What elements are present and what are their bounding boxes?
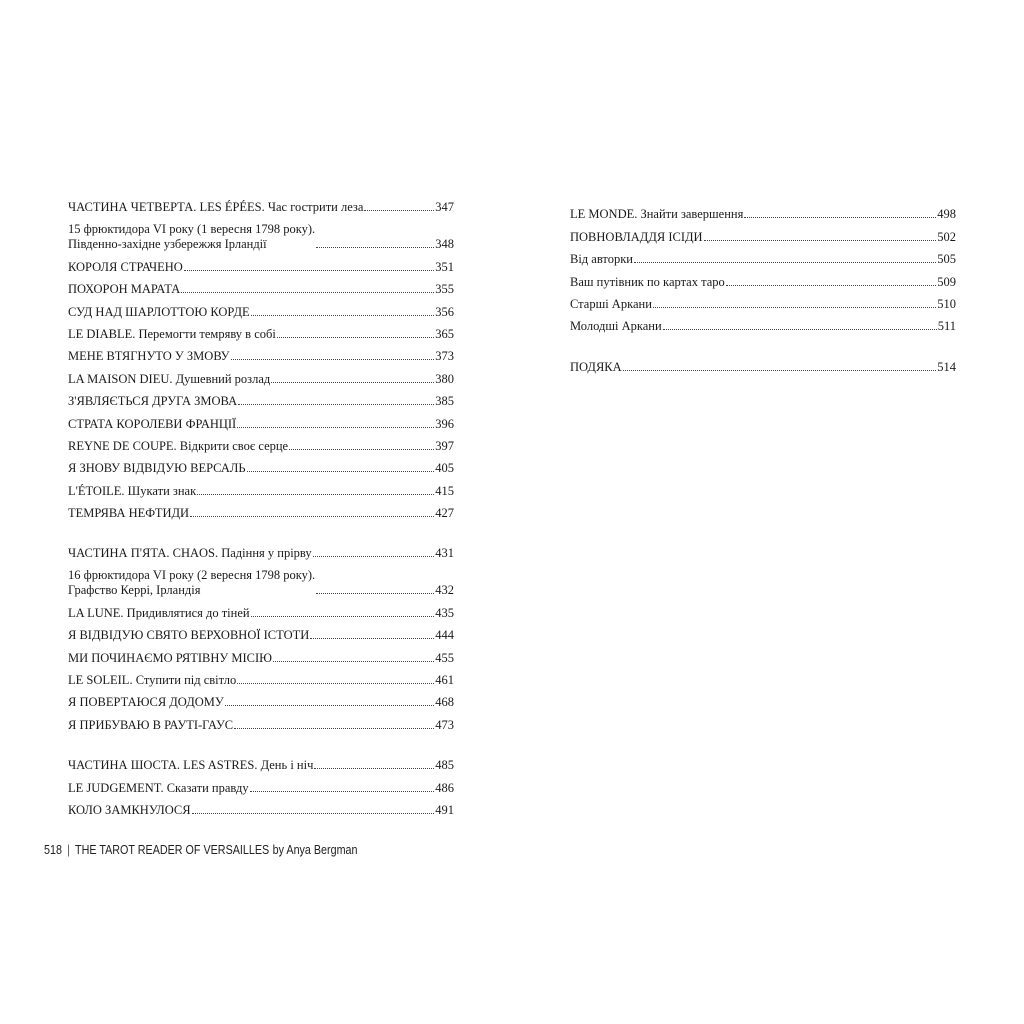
toc-entry[interactable] [68, 621, 454, 643]
dot-leader [314, 768, 434, 769]
toc-entry-title [68, 327, 276, 342]
toc-entry[interactable] [68, 193, 454, 215]
toc-page-number: 365 [435, 326, 454, 341]
page-footer [44, 843, 358, 857]
dot-leader [364, 210, 434, 211]
toc-entry-title [68, 305, 250, 320]
toc-entry[interactable] [570, 222, 956, 244]
toc-entry-title-text: LE SOLEIL. Ступити під світло [68, 673, 237, 688]
toc-page-number: 468 [435, 695, 454, 710]
toc-entry-title-text: Я ПОВЕРТАЮСЯ ДОДОМУ [68, 695, 224, 710]
toc-entry-title [68, 506, 189, 521]
toc-entry[interactable] [68, 710, 454, 732]
toc-entry[interactable] [68, 688, 454, 710]
toc-entry-title-text: ПОДЯКА [570, 359, 622, 374]
toc-entry[interactable] [68, 539, 454, 561]
toc-entry[interactable] [68, 409, 454, 431]
toc-entry-title [68, 695, 224, 710]
toc-page-number: 351 [435, 259, 454, 274]
toc-entry-title [570, 252, 633, 267]
dot-leader [634, 262, 936, 263]
toc-entry[interactable] [570, 290, 956, 312]
dot-leader [313, 556, 435, 557]
toc-entry-title [68, 546, 312, 561]
toc-entry[interactable] [68, 561, 454, 598]
dot-leader [238, 404, 434, 405]
toc-entry[interactable] [68, 297, 454, 319]
toc-page-number: 491 [435, 802, 454, 817]
dot-leader [197, 494, 434, 495]
toc-page-number: 510 [937, 296, 956, 311]
dot-leader [234, 728, 434, 729]
toc-entry-title [68, 803, 191, 818]
toc-entry[interactable] [68, 387, 454, 409]
toc-page-number: 355 [435, 282, 454, 297]
toc-entry-title [570, 319, 662, 334]
toc-entry[interactable] [570, 312, 956, 334]
toc-page-number: 347 [435, 200, 454, 215]
footer-author: by Anya Bergman [272, 843, 358, 857]
toc-page-number: 356 [435, 304, 454, 319]
footer-page-number: 518 [44, 843, 62, 857]
dot-leader [289, 449, 434, 450]
toc-entry-title-text: ЧАСТИНА ШОСТА. LES ASTRES. День і ніч [68, 758, 314, 773]
dot-leader [744, 217, 936, 218]
footer-separator: | [67, 843, 70, 857]
toc-entry[interactable] [68, 252, 454, 274]
toc-entry-title [68, 461, 246, 476]
toc-entry-title [68, 439, 288, 454]
toc-page-number: 348 [435, 237, 454, 252]
toc-entry[interactable] [68, 773, 454, 795]
toc-page-number: 405 [435, 461, 454, 476]
toc-page-number: 427 [435, 506, 454, 521]
toc-entry-title-line1: 16 фрюктидора VI року (2 вересня 1798 року). [68, 568, 316, 583]
toc-entry[interactable] [570, 267, 956, 289]
toc-entry-title-text: Від авторки [570, 252, 633, 267]
toc-entry-title-text: LE JUDGEMENT. Сказати правду [68, 780, 249, 795]
toc-page-number: 455 [435, 650, 454, 665]
toc-page-number: 431 [435, 546, 454, 561]
dot-leader [277, 337, 434, 338]
toc-entry-title [68, 628, 309, 643]
dot-leader [251, 616, 435, 617]
toc-entry-title-text: СУД НАД ШАРЛОТТОЮ КОРДЕ [68, 304, 250, 319]
dot-leader [247, 471, 435, 472]
toc-entry[interactable] [68, 342, 454, 364]
toc-entry-title-text: Я ВІДВІДУЮ СВЯТО ВЕРХОВНОЇ ІСТОТИ [68, 628, 310, 643]
toc-entry-title [570, 207, 743, 222]
toc-entry[interactable] [68, 499, 454, 521]
toc-entry[interactable] [68, 432, 454, 454]
toc-entry[interactable] [68, 215, 454, 252]
toc-page-number: 509 [937, 274, 956, 289]
toc-entry-title-text: Я ЗНОВУ ВІДВІДУЮ ВЕРСАЛЬ [68, 461, 246, 476]
toc-page-number: 502 [937, 229, 956, 244]
toc-entry-title-text: СТРАТА КОРОЛЕВИ ФРАНЦІЇ [68, 416, 237, 431]
toc-entry[interactable] [68, 320, 454, 342]
toc-entry-title-text: Молодші Аркани [570, 319, 662, 334]
toc-page-number: 432 [435, 583, 454, 598]
toc-entry-title [68, 260, 183, 275]
toc-entry-title [68, 372, 270, 387]
toc-entry[interactable] [68, 751, 454, 773]
toc-page-number: 444 [435, 628, 454, 643]
toc-page-number: 511 [937, 319, 956, 334]
toc-entry-title-text: ТЕМРЯВА НЕФТИДИ [68, 506, 190, 521]
toc-entry[interactable] [570, 200, 956, 222]
dot-leader [310, 638, 434, 639]
toc-entry-title-line1: 15 фрюктидора VI року (1 вересня 1798 року). [68, 222, 316, 237]
toc-page-number: 505 [937, 252, 956, 267]
toc-page-number: 397 [435, 438, 454, 453]
toc-page-number: 415 [435, 483, 454, 498]
dot-leader [271, 382, 434, 383]
dot-leader [237, 683, 434, 684]
toc-entry-title-text: ЧАСТИНА П'ЯТА. CHAOS. Падіння у прірву [68, 546, 312, 561]
toc-entry[interactable] [68, 476, 454, 498]
dot-leader [231, 359, 435, 360]
toc-entry-title-text: Південно-західне узбережжя Ірландії [68, 237, 267, 252]
toc-entry[interactable] [68, 643, 454, 665]
toc-entry[interactable] [570, 352, 956, 374]
dot-leader [704, 240, 937, 241]
dot-leader [184, 270, 434, 271]
dot-leader [237, 427, 434, 428]
dot-leader [316, 247, 434, 248]
toc-group [570, 200, 956, 334]
toc-entry[interactable] [68, 454, 454, 476]
toc-entry[interactable] [570, 245, 956, 267]
toc-group [68, 751, 454, 818]
toc-entry-title-text: МИ ПОЧИНАЄМО РЯТІВНУ МІСІЮ [68, 650, 272, 665]
toc-entry-title-text: LE DIABLE. Перемогти темряву в собі [68, 326, 276, 341]
dot-leader [663, 329, 937, 330]
dot-leader [225, 705, 435, 706]
dot-leader [192, 813, 435, 814]
toc-page-number: 473 [435, 717, 454, 732]
toc-page-number: 396 [435, 416, 454, 431]
toc-entry-title [570, 230, 703, 245]
dot-leader [250, 791, 435, 792]
toc-entry-title-text: З'ЯВЛЯЄТЬСЯ ДРУГА ЗМОВА [68, 394, 238, 409]
toc-group [68, 193, 454, 521]
toc-entry-title [68, 673, 236, 688]
toc-entry-title [68, 200, 363, 215]
dot-leader [623, 370, 937, 371]
dot-leader [190, 516, 434, 517]
toc-entry-title [570, 297, 652, 312]
toc-entry-title [68, 282, 180, 297]
toc-entry-title-text: ПОВНОВЛАДДЯ ІСІДИ [570, 229, 703, 244]
dot-leader [273, 661, 434, 662]
toc-entry-title [68, 222, 315, 252]
toc-entry-title [570, 275, 725, 290]
toc-entry-title-text: LA LUNE. Придивлятися до тіней [68, 605, 250, 620]
toc-entry-title-text: ПОХОРОН МАРАТА [68, 282, 181, 297]
toc-entry-title-text: МЕНЕ ВТЯГНУТО У ЗМОВУ [68, 349, 230, 364]
toc-page-number: 514 [937, 359, 956, 374]
toc-page-number: 461 [435, 673, 454, 688]
toc-entry-title [68, 606, 250, 621]
dot-leader [181, 292, 434, 293]
dot-leader [726, 285, 936, 286]
toc-entry-title-text: Ваш путівник по картах таро [570, 274, 725, 289]
dot-leader [251, 315, 435, 316]
toc-entry-title-text: L'ÉTOILE. Шукати знак [68, 483, 197, 498]
toc-entry-title [68, 417, 236, 432]
toc-entry-title-text: Графство Керрі, Ірландія [68, 583, 201, 598]
toc-entry-title [570, 360, 622, 375]
toc-page-number: 435 [435, 605, 454, 620]
toc-entry[interactable] [68, 666, 454, 688]
toc-entry-title-text: КОЛО ЗАМКНУЛОСЯ [68, 802, 191, 817]
toc-entry-title-text: КОРОЛЯ СТРАЧЕНО [68, 259, 183, 274]
toc-entry-title-text: REYNE DE COUPE. Відкрити своє серце [68, 438, 289, 453]
toc-entry[interactable] [68, 796, 454, 818]
toc-entry-title [68, 651, 272, 666]
toc-entry-title [68, 718, 233, 733]
toc-entry-title-text: Старші Аркани [570, 296, 652, 311]
toc-entry[interactable] [68, 598, 454, 620]
dot-leader [653, 307, 936, 308]
toc-entry-title [68, 758, 313, 773]
toc-entry[interactable] [68, 275, 454, 297]
toc-page-number: 485 [435, 758, 454, 773]
toc-entry-title [68, 568, 315, 598]
dot-leader [316, 593, 434, 594]
toc-group [68, 539, 454, 733]
toc-page-number: 498 [937, 207, 956, 222]
toc-left-column [68, 193, 454, 818]
footer-book-title: THE TAROT READER OF VERSAILLES [75, 843, 270, 857]
toc-entry-title [68, 394, 237, 409]
toc-entry[interactable] [68, 364, 454, 386]
toc-entry-title-text: ЧАСТИНА ЧЕТВЕРТА. LES ÉPÉES. Час гострити леза [68, 200, 364, 215]
toc-page-number: 385 [435, 394, 454, 409]
toc-right-column [570, 200, 956, 375]
toc-page-number: 486 [435, 780, 454, 795]
toc-entry-title [68, 781, 249, 796]
toc-page-number: 380 [435, 371, 454, 386]
toc-entry-title [68, 484, 196, 499]
toc-entry-title-text: Я ПРИБУВАЮ В РАУТІ-ГАУС [68, 717, 234, 732]
toc-group [570, 352, 956, 374]
toc-entry-title-text: LA MAISON DIEU. Душевний розлад [68, 371, 271, 386]
toc-page-number: 373 [435, 349, 454, 364]
toc-entry-title-text: LE MONDE. Знайти завершення [570, 207, 744, 222]
toc-entry-title [68, 349, 230, 364]
